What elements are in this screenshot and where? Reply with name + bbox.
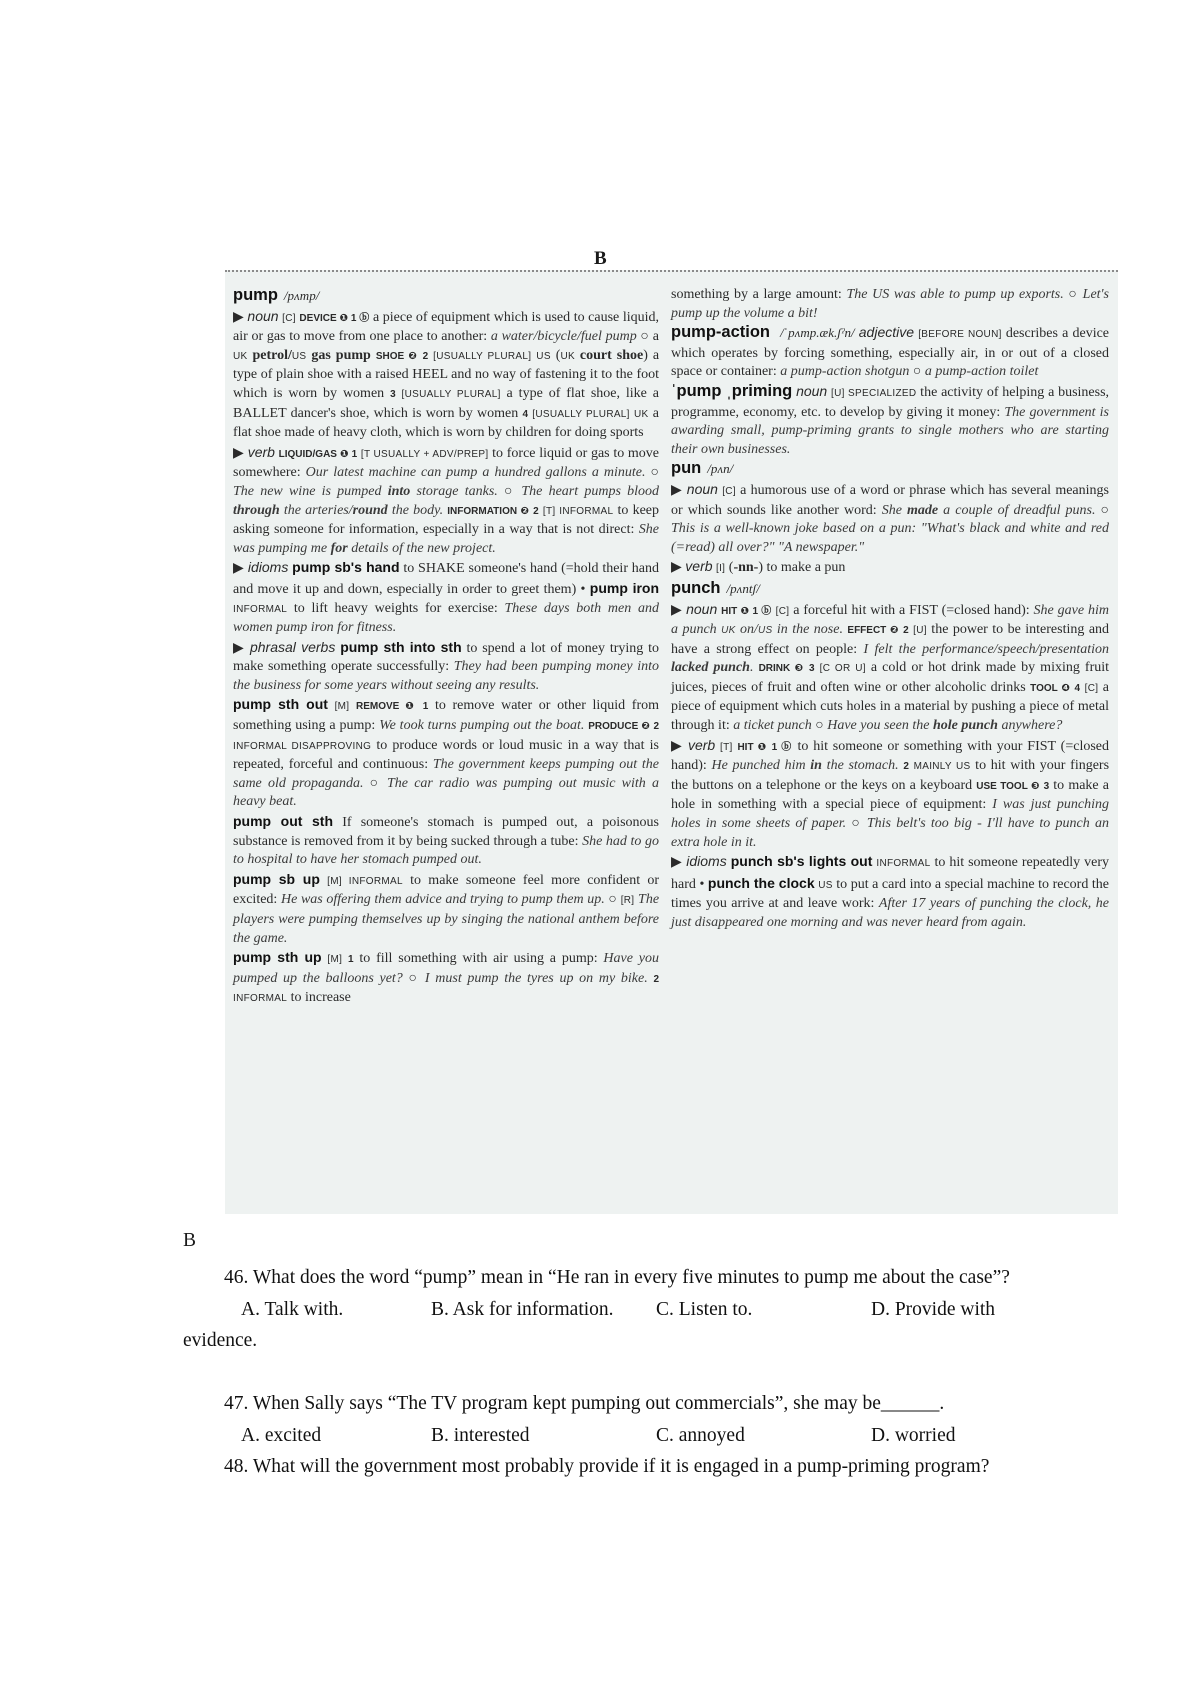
question-stem: 47. When Sally says “The TV program kept pumping out commercials”, she may be______. — [224, 1393, 945, 1414]
section-label-bottom: B — [183, 1230, 197, 1251]
question-47 — [183, 1388, 1063, 1451]
option-a: A. Talk with. — [241, 1298, 344, 1320]
dictionary-entry-text: ▶ verb [I] (-nn-) to make a pun — [671, 558, 846, 576]
option-d-wrap: evidence. — [183, 1330, 258, 1351]
dictionary-entry-text: ▶ verb LIQUID/GAS ❶ 1 [T USUALLY + ADV/PREP] to force liquid or gas to move somewhere: Our latest machine can pump a hundred gallons a minute. ○ The new wine is pumped into storage tanks. ○ The heart pumps blood through the arteries/round the body. INFORMATION ❷ 2 [T] INFORMAL to keep asking someone for information, especially in a way that is not direct: She was pumping me for details of the new project. — [233, 443, 660, 556]
dictionary-entry-text: ▶ noun [C] DEVICE ❶ 1 ⓑ a piece of equipment which is used to cause liquid, air or gas to move from one place to another: a water/bicycle/fuel pump ○ a UK petrol/US gas pump SHOE ❷ 2 [USUALLY PLURAL] US (UK court shoe) a type of plain shoe with a raised HEEL and no way of fastening it to the foot which is worn by women 3 [USUALLY PLURAL] a type of flat shoe, like a BALLET dancer's shoe, which is worn by women 4 [USUALLY PLURAL] UK a flat shoe made of heavy cloth, which is worn by children for doing sports — [233, 307, 660, 441]
dictionary-headword — [671, 459, 1109, 480]
headword: punch — [671, 578, 721, 597]
question-stem: 48. What will the government most probably provide if it is engaged in a pump-priming program? — [224, 1456, 990, 1477]
dictionary-entry-text: ▶ phrasal verbs pump sth into sth to spend a lot of money trying to make something operate successfully: They had been pumping money into the business for some years without seeing any results. — [233, 638, 659, 693]
dictionary-entry-text: ▶ verb [T] HIT ❶ 1 ⓑ to hit someone or something with your FIST (=closed hand): He punched him in the stomach. 2 MAINLY US to hit with your fingers the buttons on a telephone or the keys on a keyboard USE TOOL ❸ 3 to make a hole in something with a special piece of equipment: I was just punching holes in some sheets of paper. ○ This belt's too big - I'll have to punch an extra hole in it. — [671, 736, 1110, 850]
option-c: C. Listen to. — [656, 1298, 753, 1320]
section-label-top: B — [594, 248, 607, 269]
option-b: B. interested — [431, 1424, 530, 1446]
option-d: D. worried — [871, 1424, 956, 1446]
dictionary-headword — [233, 286, 659, 307]
dictionary-entry-text: ▶ noun [C] a humorous use of a word or phrase which has several meanings or which sounds like another word: She made a couple of dreadful puns. ○ This is a well-known joke based on a pun: "What's black and white and red (=read) all over?" "A newspaper." — [671, 480, 1109, 555]
headword: pun — [671, 459, 702, 478]
dictionary-entry-text: pump sth out [M] REMOVE ❶ 1 to remove water or other liquid from something using a pump: We took turns pumping out the boat. PRODUCE ❷ 2 INFORMAL DISAPPROVING to produce words or loud music in a way that is repeated, forceful and continuous: The government keeps pumping out the same old propaganda. ○ The car radio was pumping out music with a heavy beat. — [233, 696, 660, 810]
dictionary-entry-text: pump sb up [M] INFORMAL to make someone feel more confident or excited: He was offering them advice and trying to pump them up. ○ [R] The players were pumping themselves up by singing the national anthem before the game. — [233, 870, 660, 946]
dictionary-headword — [671, 579, 1109, 600]
option-a: A. excited — [241, 1424, 322, 1446]
options-row — [183, 1420, 1063, 1452]
dictionary-column-right — [671, 286, 1109, 933]
dictionary-entry-text: pump out sth If someone's stomach is pumped out, a poisonous substance is removed from it by being sucked through a tube: She had to go to hospital to have her stomach pumped out. — [233, 813, 659, 868]
option-d-part1: D. Provide with — [871, 1298, 996, 1320]
option-b: B. Ask for information. — [431, 1298, 614, 1320]
question-stem: 46. What does the word “pump” mean in “He ran in every five minutes to pump me about the case”? — [224, 1267, 1010, 1288]
dictionary-column-left — [233, 286, 659, 1009]
dictionary-scan — [225, 270, 1118, 1214]
dictionary-entry-text: ▶ idioms pump sb's hand to SHAKE someone's hand (=hold their hand and move it up and down, especially in order to greet them) • pump iron INFORMAL to lift heavy weights for exercise: These days both men and women pump iron for fitness. — [233, 559, 660, 636]
dictionary-entry-text: pump-action /ˈpʌmp.æk.ʃˀn/ adjective [BEFORE NOUN] describes a device which operates by forcing something, especially air, in or out of a closed space or container: a pump-action shotgun ○ a pump-action toilet — [671, 323, 1110, 380]
dictionary-entry-text: something by a large amount: The US was able to pump up exports. ○ Let's pump up the volume a bit! — [671, 287, 1109, 321]
pronunciation: /pʌn/ — [707, 461, 734, 477]
question-48 — [183, 1451, 1063, 1483]
option-c: C. annoyed — [656, 1424, 745, 1446]
dictionary-entry-text: ▶ idioms punch sb's lights out INFORMAL to hit someone repeatedly very hard • punch the clock US to put a card into a special machine to record the times you arrive at and leave work: After 17 years of punching the clock, he just disappeared one morning and was never heard from again. — [671, 853, 1110, 930]
dictionary-entry-text: ˈpump ˌpriming noun [U] SPECIALIZED the activity of helping a business, programme, economy, etc. to develop by giving it money: The government is awarding small, pump-priming grants to single mothers who are starting their own businesses. — [671, 381, 1110, 457]
question-46 — [183, 1262, 1063, 1357]
pronunciation: /pʌmp/ — [283, 288, 320, 303]
options-row — [183, 1294, 1063, 1326]
headword: pump — [233, 286, 278, 304]
pronunciation: /pʌntʃ/ — [726, 580, 760, 596]
dictionary-entry-text: ▶ noun HIT ❶ 1 ⓑ [C] a forceful hit with a FIST (=closed hand): She gave him a punch UK on/US in the nose. EFFECT ❷ 2 [U] the power to be interesting and have a strong effect on people: I felt the performance/speech/presentation lacked punch. DRINK ❸ 3 [C OR U] a cold or hot drink made by mixing fruit juices, pieces of fruit and often wine or other alcoholic drinks TOOL ❹ 4 [C] a piece of equipment which cuts holes in a material by pushing a piece of metal through it: a ticket punch ○ Have you seen the hole punch anywhere? — [671, 600, 1110, 734]
dictionary-entry-text: pump sth up [M] 1 to fill something with air using a pump: Have you pumped up the balloons yet? ○ I must pump the tyres up on my bike. 2 INFORMAL to increase — [233, 949, 659, 1006]
